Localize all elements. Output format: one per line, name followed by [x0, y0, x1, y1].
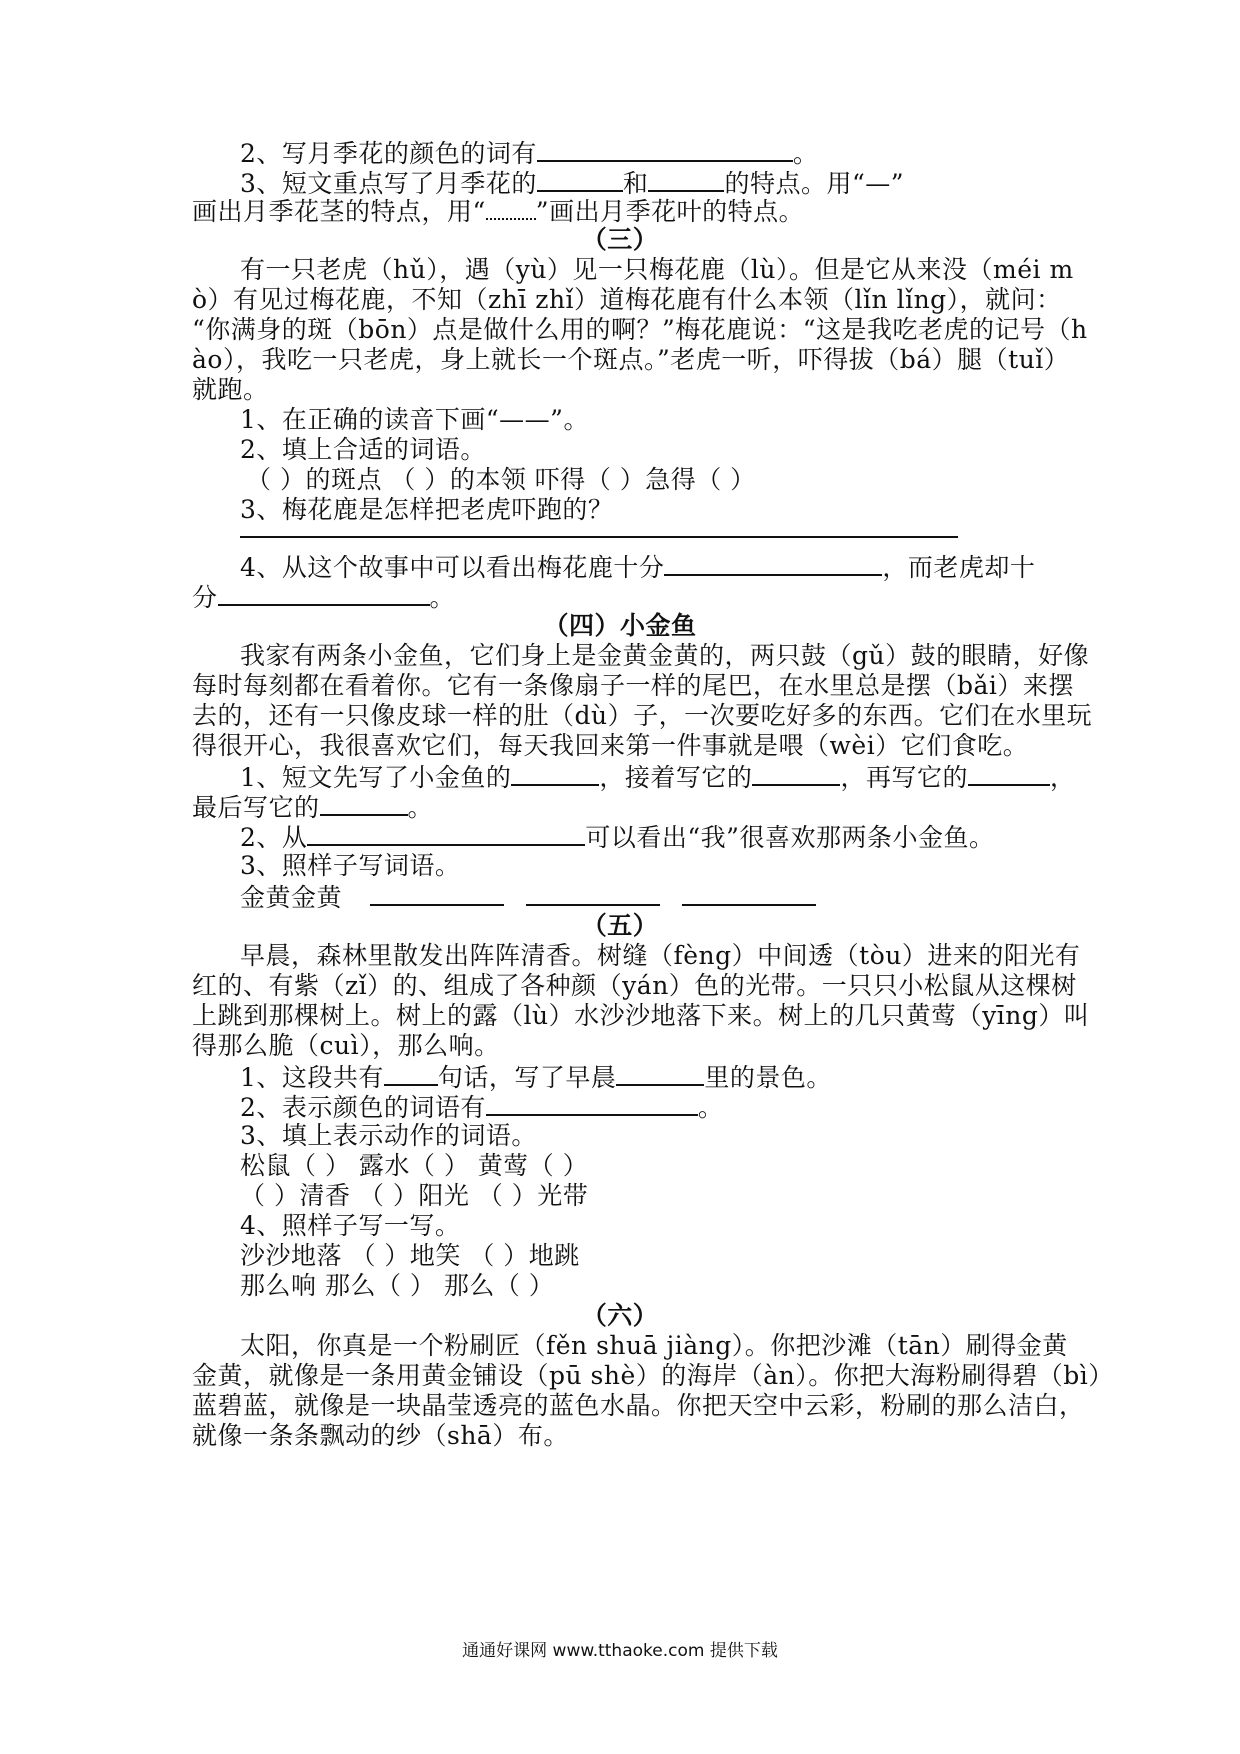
answer-blank[interactable]	[968, 760, 1050, 786]
answer-blank[interactable]	[752, 760, 840, 786]
s5-question-3-row: 松鼠（ ） 露水（ ） 黄莺（ ）	[240, 1151, 589, 1180]
s5-paragraph-line: 早晨，森林里散发出阵阵清香。树缝（fèng）中间透（tòu）进来的阳光有	[240, 941, 1081, 970]
s4-paragraph-line: 得很开心，我很喜欢它们，每天我回来第一件事就是喂（wèi）它们食吃。	[192, 731, 1029, 760]
s4-question-1-cont: 最后写它的 。	[192, 790, 1072, 824]
s5-question-4-row: 那么响 那么（ ） 那么（ ）	[240, 1271, 555, 1300]
answer-blank[interactable]	[384, 1060, 438, 1086]
s3-question-4-cont: 分 。	[192, 580, 1072, 614]
answer-blank[interactable]	[648, 166, 724, 192]
s4-question-3-example: 金黄金黄	[240, 880, 1120, 914]
s6-paragraph-line: 蓝碧蓝，就像是一块晶莹透亮的蓝色水晶。你把天空中云彩，粉刷的那么洁白，	[192, 1391, 1085, 1420]
answer-blank[interactable]	[664, 550, 882, 576]
answer-blank[interactable]	[370, 880, 504, 906]
s4-paragraph-line: 每时每刻都在看着你。它有一条像扇子一样的尾巴，在水里总是摆（bǎi）来摆	[192, 671, 1074, 700]
s5-paragraph-line: 红的、有紫（zǐ）的、组成了各种颜（yán）色的光带。一只只小松鼠从这棵树	[192, 971, 1077, 1000]
answer-blank[interactable]	[537, 166, 623, 192]
answer-line[interactable]	[240, 536, 958, 538]
s3-question-4: 4、从这个故事中可以看出梅花鹿十分 ，而老虎却十	[240, 550, 1120, 584]
s5-paragraph-line: 得那么脆（cuì），那么响。	[192, 1031, 500, 1060]
answer-blank[interactable]	[307, 820, 585, 846]
s4-paragraph-line: 我家有两条小金鱼，它们身上是金黄金黄的，两只鼓（gǔ）鼓的眼睛，好像	[240, 641, 1090, 670]
answer-blank[interactable]	[537, 136, 793, 162]
answer-blank[interactable]	[218, 580, 430, 606]
section-6-heading: （六）	[581, 1301, 659, 1330]
s5-question-2: 2、表示颜色的词语有 。	[240, 1090, 1120, 1124]
section-4-heading: （四）小金鱼	[543, 611, 697, 640]
s6-paragraph-line: 就像一条条飘动的纱（shā）布。	[192, 1421, 569, 1450]
s4-question-2: 2、从 可以看出“我”很喜欢那两条小金鱼。	[240, 820, 1120, 854]
answer-blank[interactable]	[511, 760, 599, 786]
s3-paragraph-line: ào），我吃一只老虎，身上就长一个斑点。”老虎一听，吓得拔（bá）腿（tuǐ）	[192, 345, 1070, 374]
s6-paragraph-line: 太阳，你真是一个粉刷匠（fěn shuā jiàng）。你把沙滩（tān）刷得金黄	[240, 1331, 1068, 1360]
answer-blank[interactable]	[320, 790, 408, 816]
s4-question-1: 1、短文先写了小金鱼的 ，接着写它的 ，再写它的 ，	[240, 760, 1120, 794]
answer-blank[interactable]	[486, 1090, 698, 1116]
s3-question-1: 1、在正确的读音下画“——”。	[240, 405, 589, 434]
s3-paragraph-line: “你满身的斑（bōn）点是做什么用的啊？”梅花鹿说：“这是我吃老虎的记号（h	[192, 315, 1088, 344]
s5-question-4-row: 沙沙地落 （ ）地笑 （ ）地跳	[240, 1241, 580, 1270]
s3-question-2: 2、填上合适的词语。	[240, 435, 486, 464]
s5-question-3-row: （ ）清香 （ ）阳光 （ ）光带	[240, 1181, 589, 1210]
s2-question-2: 2、写月季花的颜色的词有 。	[240, 136, 1120, 170]
s6-paragraph-line: 金黄，就像是一条用黄金铺设（pū shè）的海岸（àn）。你把大海粉刷得碧（bì）	[192, 1361, 1114, 1390]
s3-question-3: 3、梅花鹿是怎样把老虎吓跑的？	[240, 495, 614, 524]
answer-blank[interactable]	[526, 880, 660, 906]
s3-paragraph-line: ò）有见过梅花鹿，不知（zhī zhǐ）道梅花鹿有什么本领（lǐn lǐng），就问：	[192, 285, 1062, 314]
s5-question-3: 3、填上表示动作的词语。	[240, 1121, 537, 1150]
s3-paragraph-line: 有一只老虎（hǔ），遇（yù）见一只梅花鹿（lù）。但是它从来没（méi m	[240, 255, 1074, 284]
s3-paragraph-line: 就跑。	[192, 375, 269, 404]
s5-paragraph-line: 上跳到那棵树上。树上的露（lù）水沙沙地落下来。树上的几只黄莺（yīng）叫	[192, 1001, 1090, 1030]
wavy-line-icon	[486, 208, 536, 220]
s5-question-4: 4、照样子写一写。	[240, 1211, 461, 1240]
s3-question-2-items: （ ）的斑点 （ ）的本领 吓得（ ）急得（ ）	[246, 465, 756, 494]
answer-blank[interactable]	[616, 1060, 704, 1086]
section-3-heading: （三）	[581, 225, 659, 254]
answer-blank[interactable]	[682, 880, 816, 906]
section-5-heading: （五）	[581, 911, 659, 940]
s5-question-1: 1、这段共有 句话，写了早晨 里的景色。	[240, 1060, 1120, 1094]
s4-paragraph-line: 去的，还有一只像皮球一样的肚（dù）子，一次要吃好多的东西。它们在水里玩	[192, 701, 1093, 730]
page-footer: 通通好课网 www.tthaoke.com 提供下载	[462, 1641, 778, 1661]
s2-question-3-cont: 画出月季花茎的特点，用“ ”画出月季花叶的特点。	[192, 197, 805, 226]
s2-question-3: 3、短文重点写了月季花的 和 的特点。用“—”	[240, 166, 1120, 200]
s4-question-3: 3、照样子写词语。	[240, 851, 461, 880]
